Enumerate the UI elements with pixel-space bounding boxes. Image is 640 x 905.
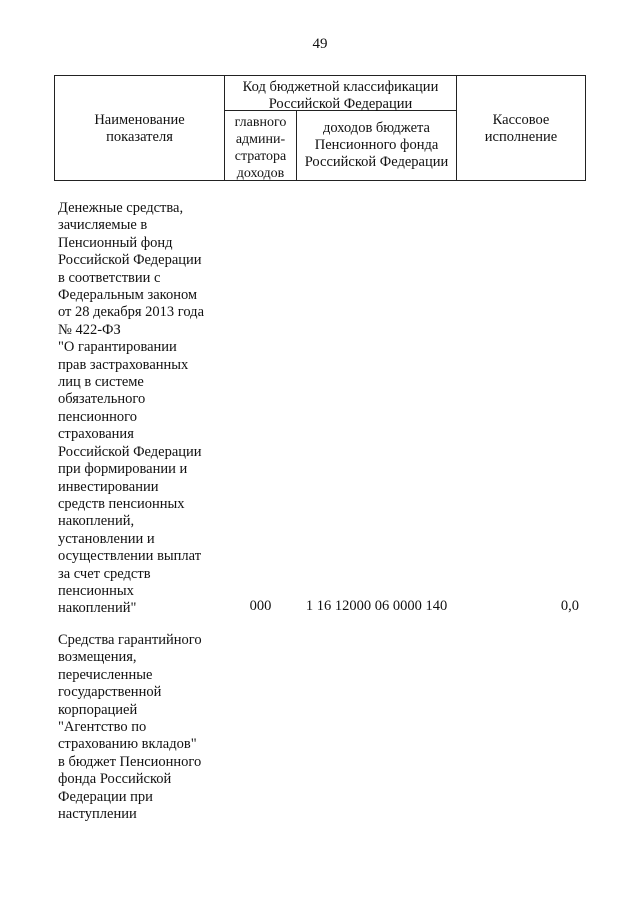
row-admin-code: 000	[249, 598, 272, 614]
row-execution: 0,0	[560, 598, 579, 614]
row-name: Денежные средства, зачисляемые в Пенсионный фонд Российской Федерации в соответствии с Федеральным законом от 28 декабря 2013 года № 422-ФЗ "О гарантировании прав застрахованных лиц в системе обязательного пенсионного страхования Российской Федерации при формировании и инвестировании средств пенсионных накоплений, установлении и осуществлении выплат за счет средств пенсионных накоплений"	[58, 200, 204, 617]
row-name: Средства гарантийного возмещения, перечисленные государственной корпорацией "Агентство по страхованию вкладов" в бюджет Пенсионного фонда Российской Федерации при наступлении	[58, 632, 202, 823]
header-admin-column: главного админи- стратора доходов	[234, 115, 287, 181]
row-revenue-code: 1 16 12000 06 0000 140	[305, 598, 448, 614]
header-execution-column: Кассовое исполнение	[484, 112, 558, 145]
header-bottom-border	[54, 180, 586, 181]
header-code-group: Код бюджетной классификации Российской Федерации	[242, 79, 439, 112]
header-name-column: Наименование показателя	[94, 112, 185, 145]
header-top-border	[54, 75, 586, 76]
header-right-border	[585, 75, 586, 181]
header-revenue-column: доходов бюджета Пенсионного фонда Российской Федерации	[304, 120, 449, 170]
page-number: 49	[312, 36, 328, 52]
